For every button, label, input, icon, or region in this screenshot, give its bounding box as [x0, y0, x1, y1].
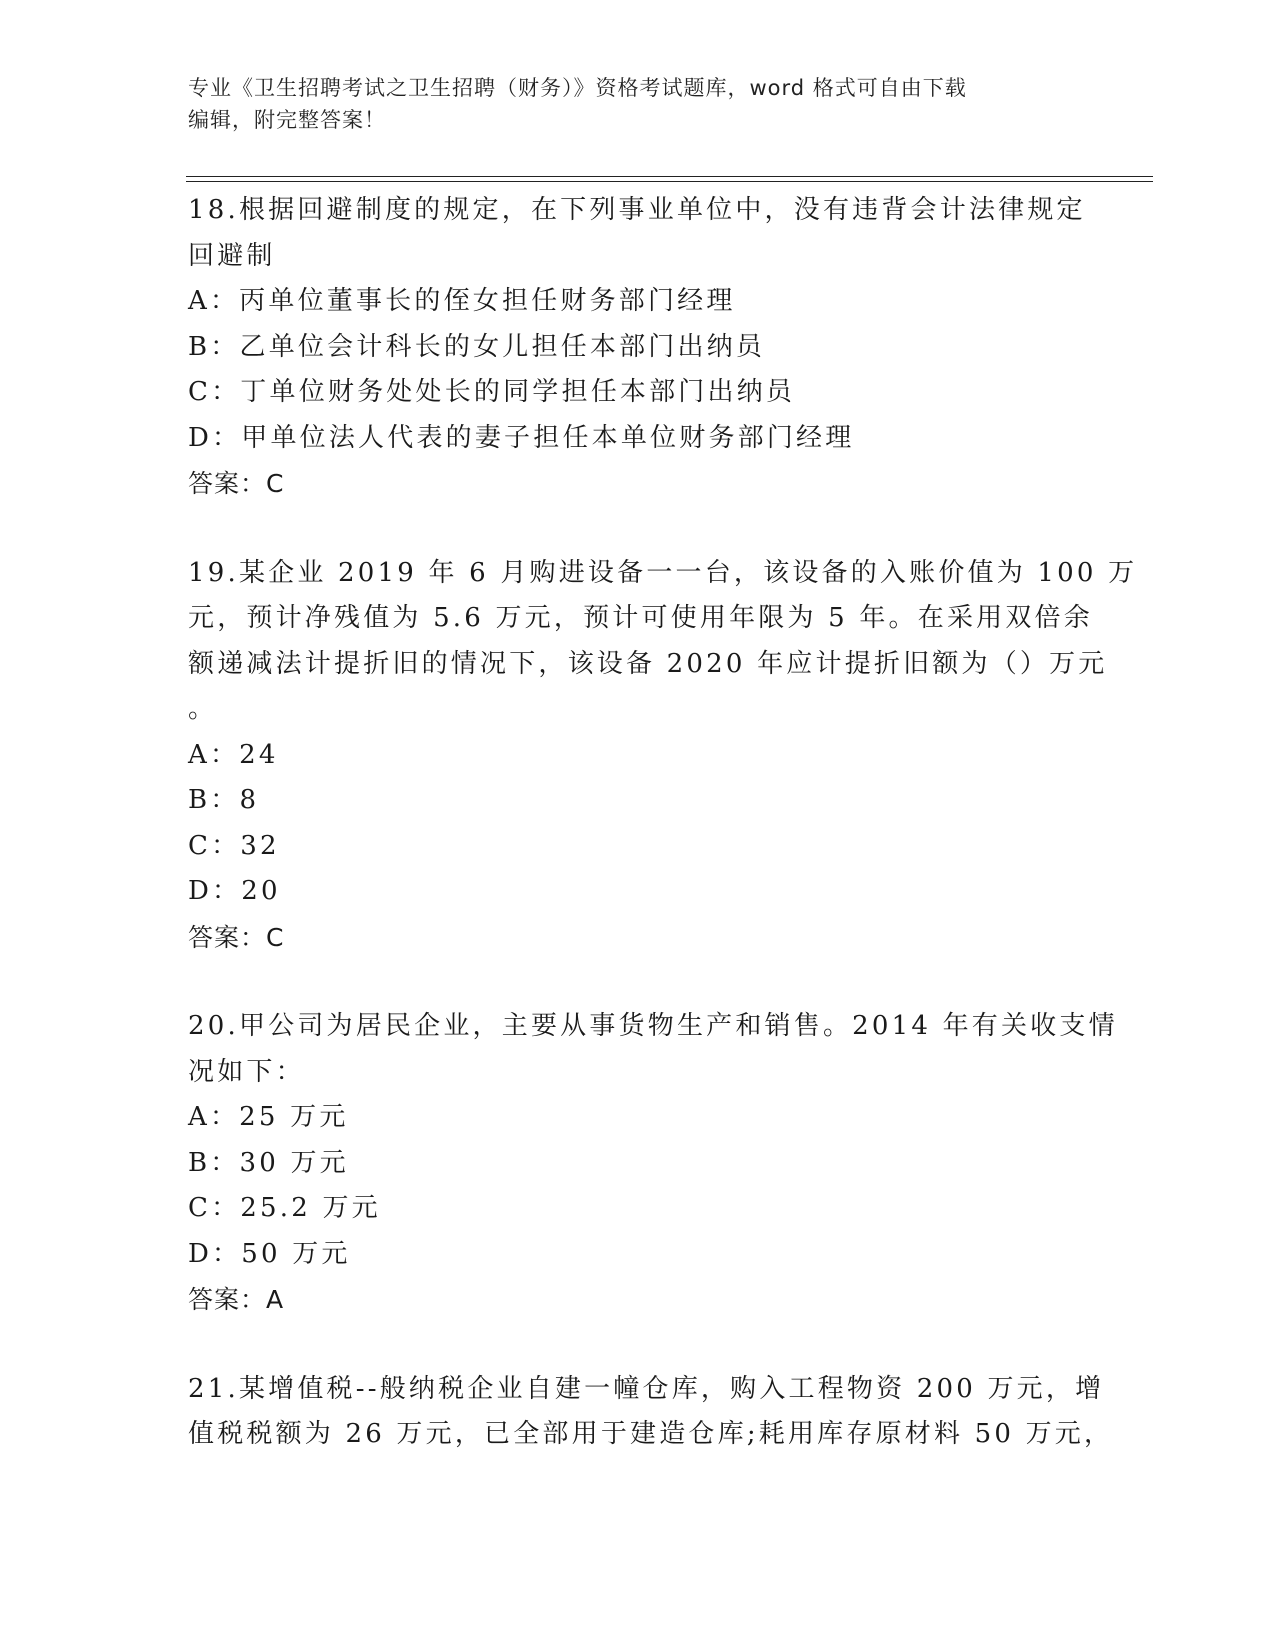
option-b: B：乙单位会计科长的女儿担任本部门出纳员 [188, 331, 766, 362]
header-divider-top [186, 176, 1153, 177]
question-text-line: 值税税额为 26 万元，已全部用于建造仓库;耗用库存原材料 50 万元， [188, 1419, 1114, 1449]
option-c: C：25.2 万元 [188, 1193, 381, 1223]
question-text-line: 况如下： [188, 1056, 305, 1087]
option-d: D：甲单位法人代表的妻子担任本单位财务部门经理 [188, 422, 855, 453]
option-c: C：丁单位财务处处长的同学担任本部门出纳员 [188, 377, 796, 407]
question-18 [188, 188, 1088, 507]
option-d: D：50 万元 [188, 1238, 351, 1269]
question-text-line: 回避制 [188, 240, 276, 271]
question-19 [188, 551, 1138, 961]
question-text-line: 21.某增值税--般纳税企业自建一幢仓库，购入工程物资 200 万元，增 [188, 1373, 1105, 1404]
option-c: C：32 [188, 830, 280, 861]
question-text-line: 18.根据回避制度的规定，在下列事业单位中，没有违背会计法律规定 [188, 195, 1086, 225]
header-line-1: 专业《卫生招聘考试之卫生招聘（财务）》资格考试题库，word 格式可自由下载 [188, 76, 967, 100]
option-d: D：20 [188, 876, 281, 906]
header-line-2: 编辑，附完整答案！ [188, 108, 386, 132]
question-21 [188, 1367, 1114, 1458]
question-text-line: 20.甲公司为居民企业，主要从事货物生产和销售。2014 年有关收支情 [188, 1011, 1118, 1041]
answer-line: 答案：C [188, 469, 285, 498]
document-header [188, 72, 1088, 136]
answer-line: 答案：C [188, 922, 285, 952]
option-a: A：25 万元 [188, 1102, 349, 1132]
question-text-line: 元，预计净残值为 5.6 万元，预计可使用年限为 5 年。在采用双倍余 [188, 603, 1093, 633]
header-divider-bottom [186, 181, 1153, 182]
question-text-line: 19.某企业 2019 年 6 月购进设备一一台，该设备的入账价值为 100 万 [188, 557, 1138, 588]
question-list [188, 188, 1138, 1502]
option-a: A：丙单位董事长的侄女担任财务部门经理 [188, 286, 736, 316]
option-b: B：30 万元 [188, 1147, 349, 1178]
answer-line: 答案：A [188, 1285, 285, 1314]
option-a: A：24 [188, 739, 279, 770]
question-text-line: 。 [188, 694, 218, 724]
question-text-line: 额递减法计提折旧的情况下，该设备 2020 年应计提折旧额为（）万元 [188, 648, 1108, 679]
option-b: B：8 [188, 785, 260, 815]
question-20 [188, 1004, 1118, 1323]
